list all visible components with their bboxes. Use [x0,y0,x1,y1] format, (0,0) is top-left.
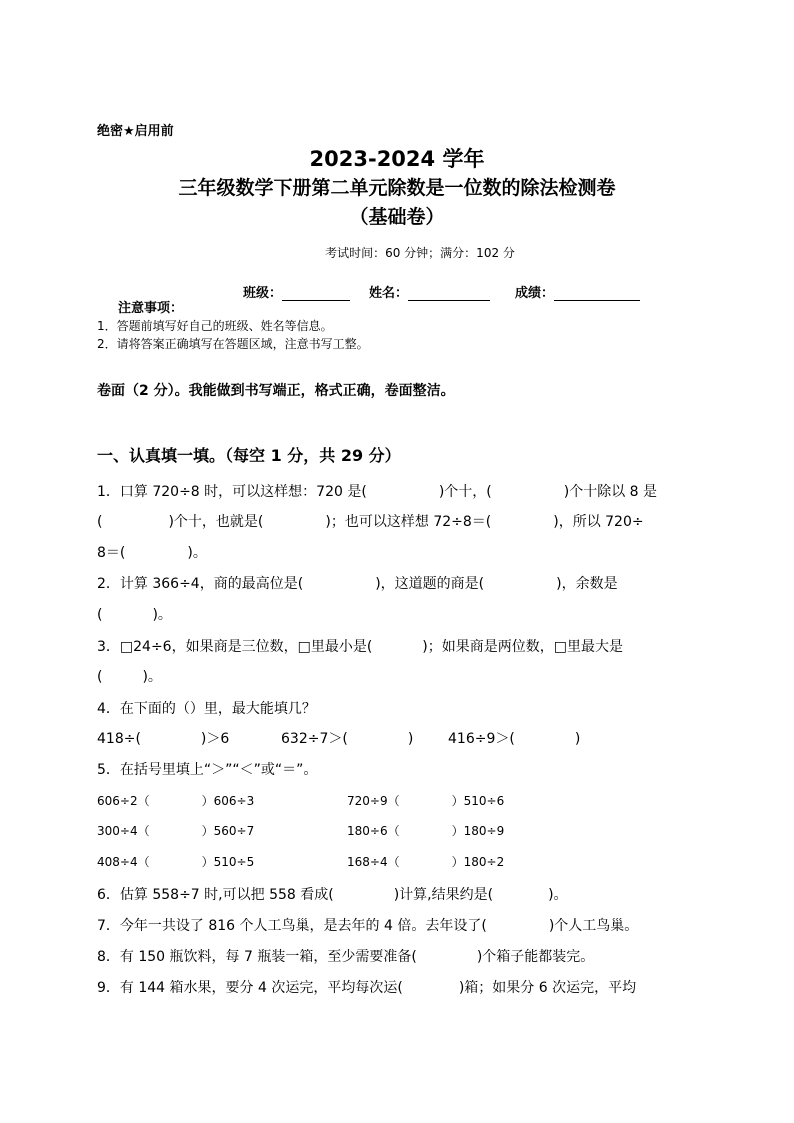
notice-item: 2．请将答案正确填写在答题区域，注意书写工整。 [97,337,369,351]
score-field [515,282,640,301]
question-2-line-1: 2．计算 366÷4，商的最高位是( )，这道题的商是( )，余数是 [97,576,618,592]
question-4-line-1: 4．在下面的（）里，最大能填几？ [97,701,316,717]
question-1-line-3: 8＝( )。 [97,545,207,561]
notice-item: 1．答题前填写好自己的班级、姓名等信息。 [97,319,333,333]
exam-year: 2023-2024 学年 [309,147,485,171]
question-2-line-2: ( )。 [97,607,172,623]
exam-title: 三年级数学下册第二单元除数是一位数的除法检测卷 [178,177,616,199]
exam-subtitle: （基础卷） [349,206,445,228]
score-blank[interactable] [554,286,640,301]
question-8: 8．有 150 瓶饮料，每 7 瓶装一箱，至少需要准备( )个箱子能都装完。 [97,949,595,965]
compare-item: 720÷9（ ）510÷6 [347,794,505,808]
question-3-line-2: ( )。 [97,669,162,685]
compare-item: 180÷6（ ）180÷9 [347,824,505,838]
compare-item: 408÷4（ ）510÷5 [97,855,255,869]
class-label: 班级： [243,286,283,301]
question-1-line-1: 1．口算 720÷8 时，可以这样想：720 是( )个十，( )个十除以 8 是 [97,484,658,500]
exam-info: 考试时间：60 分钟；满分：102 分 [325,246,515,260]
section-heading: 一、认真填一填。（每空 1 分，共 29 分） [97,446,401,465]
question-6: 6．估算 558÷7 时,可以把 558 看成( )计算,结果约是( )。 [97,887,568,903]
compare-item: 168÷4（ ）180÷2 [347,855,505,869]
question-4-item-b: 632÷7＞( ) [281,731,414,747]
score-label: 成绩： [515,286,555,301]
notice-title: 注意事项： [118,301,184,316]
confidential-mark: 绝密★启用前 [97,124,174,139]
compare-item: 300÷4（ ）560÷7 [97,824,255,838]
question-7: 7．今年一共设了 816 个人工鸟巢，是去年的 4 倍。去年设了( )个人工鸟巢。 [97,918,639,934]
class-field [243,282,350,301]
question-5-line-1: 5．在括号里填上“＞”“＜”或“＝”。 [97,762,318,778]
name-field [369,282,490,301]
name-label: 姓名： [369,286,409,301]
question-4-item-a: 418÷( )＞6 [97,731,230,747]
neatness-note: 卷面（2 分）。我能做到书写端正，格式正确，卷面整洁。 [97,383,455,399]
question-4-item-c: 416÷9＞( ) [448,731,581,747]
name-blank[interactable] [408,286,490,301]
compare-item: 606÷2（ ）606÷3 [97,794,255,808]
class-blank[interactable] [282,286,350,301]
question-3-line-1: 3．□24÷6，如果商是三位数，□里最小是( )；如果商是两位数，□里最大是 [97,639,623,655]
question-1-line-2: ( )个十，也就是( )；也可以这样想 72÷8＝( )，所以 720÷ [97,514,644,530]
question-9: 9．有 144 箱水果，要分 4 次运完，平均每次运( )箱；如果分 6 次运完，平均 [97,980,637,996]
